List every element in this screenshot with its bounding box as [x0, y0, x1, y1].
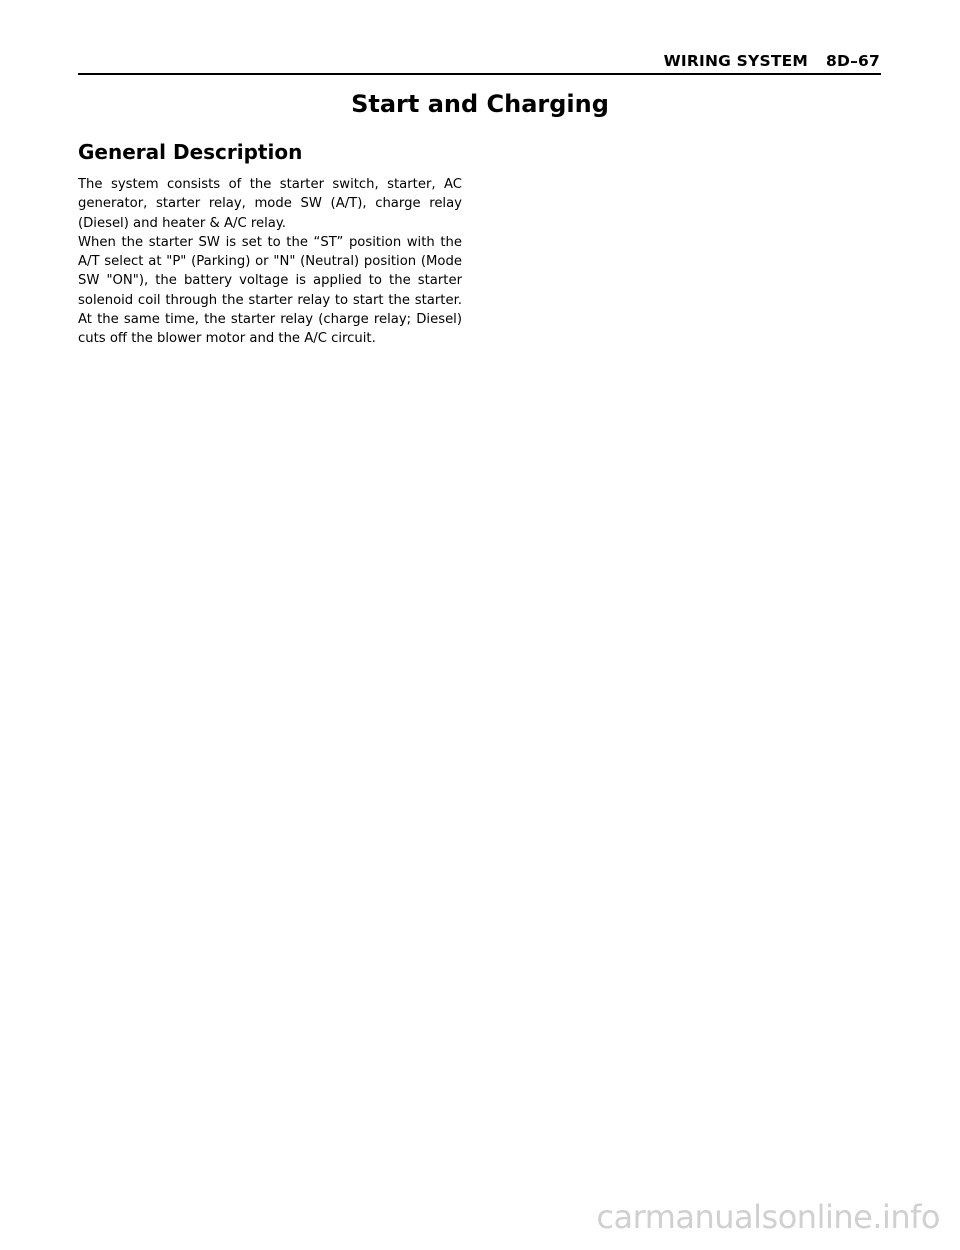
page-number: 8D–67	[826, 52, 880, 70]
description-paragraph-2: When the starter SW is set to the “ST” position with the A/T select at "P" (Parking) or "N" (Neutral) position (Mode SW "ON"), the battery voltage is applied to the starter solenoid coil through the starter relay to start the starter. At the same time, the starter relay (charge relay; Diesel) cuts off the blower motor and the A/C circuit.	[78, 234, 462, 347]
watermark-text: carmanualsonline.info	[596, 1198, 940, 1236]
general-description-heading: General Description	[78, 140, 303, 164]
general-description-body	[78, 175, 462, 349]
section-title: Start and Charging	[351, 90, 609, 118]
running-header	[664, 52, 880, 70]
running-header-section: WIRING SYSTEM	[663, 52, 809, 70]
description-paragraph-1: The system consists of the starter switch, starter, AC generator, starter relay, mode SW (A/T), charge relay (Diesel) and heater & A/C relay.	[78, 177, 462, 231]
header-rule	[78, 73, 881, 75]
